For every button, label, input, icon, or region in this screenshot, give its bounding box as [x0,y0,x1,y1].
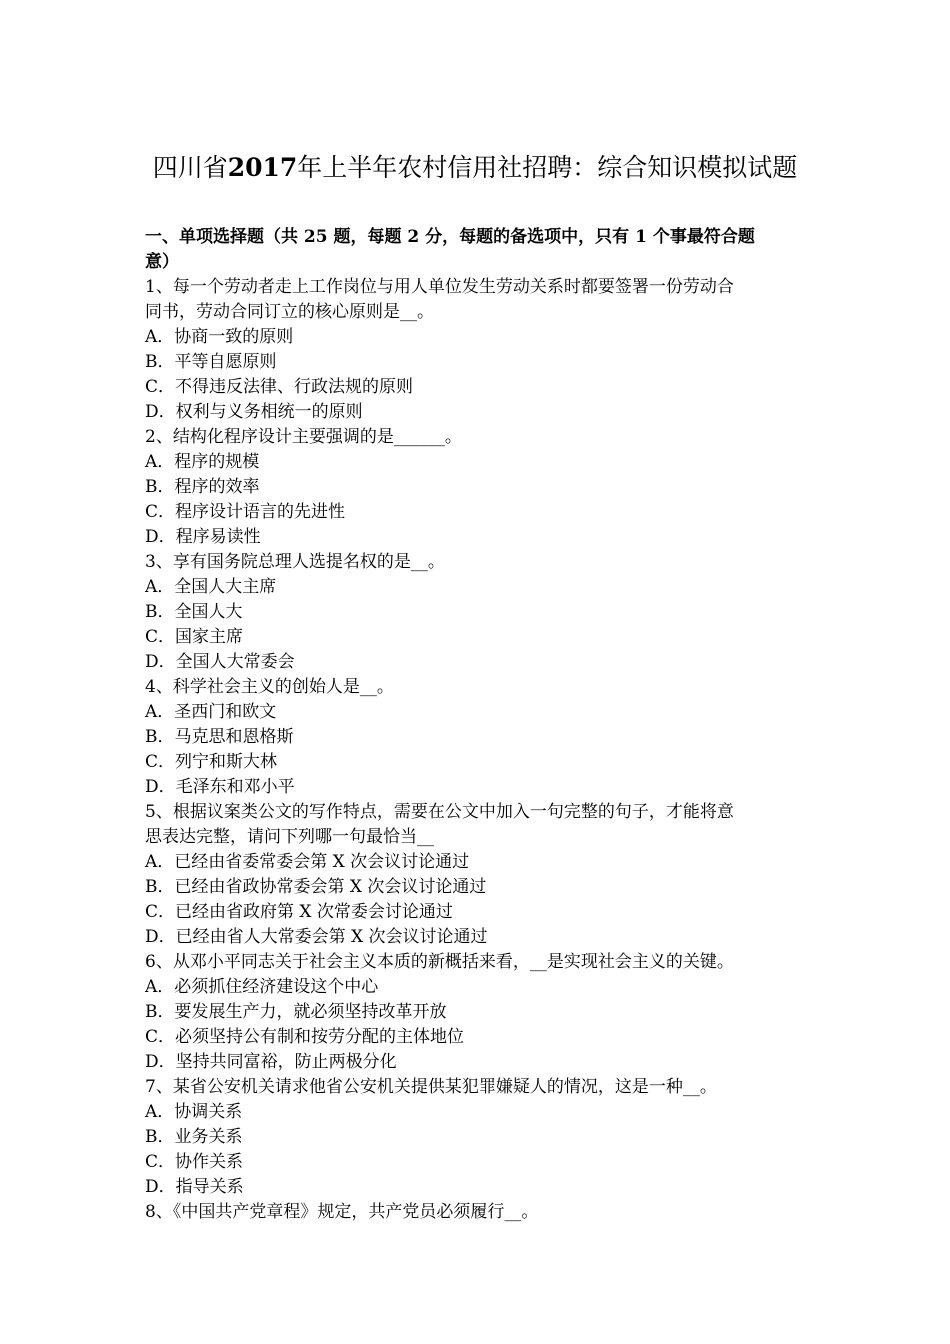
question-text: 1、每一个劳动者走上工作岗位与用人单位发生劳动关系时都要签署一份劳动合 [145,277,734,297]
question-text: 思表达完整，请问下列哪一句最恰当__ [145,827,434,847]
page-title [120,152,830,184]
option-b: B．平等自愿原则 [145,352,277,372]
option-c: C．协作关系 [145,1152,244,1172]
option-c: C．国家主席 [145,627,244,647]
question-3 [145,550,810,675]
title-part2: 年上半年农村信用社招聘：综合知识模拟试题 [297,153,798,182]
section-heading-line: 意） [145,252,179,272]
option-b: B．程序的效率 [145,477,260,497]
question-6 [145,950,810,1075]
option-a: A．协调关系 [145,1102,243,1122]
option-a: A．全国人大主席 [145,577,277,597]
option-c: C．程序设计语言的先进性 [145,502,346,522]
question-text: 4、科学社会主义的创始人是__。 [145,677,394,697]
option-d: D．指导关系 [145,1177,244,1197]
option-c: C．列宁和斯大林 [145,752,278,772]
option-c: C．必须坚持公有制和按劳分配的主体地位 [145,1027,465,1047]
title-part1: 四川省 [152,153,228,182]
document-body [145,225,810,1225]
question-text: 5、根据议案类公文的写作特点，需要在公文中加入一句完整的句子，才能将意 [145,802,734,822]
question-text: 同书，劳动合同订立的核心原则是__。 [145,302,434,322]
option-c: C．已经由省政府第 X 次常委会讨论通过 [145,902,453,922]
option-a: A．圣西门和欧文 [145,702,277,722]
option-b: B．已经由省政协常委会第 X 次会议讨论通过 [145,877,487,897]
option-b: B．要发展生产力，就必须坚持改革开放 [145,1002,447,1022]
option-b: B．马克思和恩格斯 [145,727,294,747]
option-a: A．协商一致的原则 [145,327,294,347]
title-year: 2017 [227,153,298,182]
question-2 [145,425,810,550]
option-a: A．已经由省委常委会第 X 次会议讨论通过 [145,852,470,872]
option-d: D．权利与义务相统一的原则 [145,402,363,422]
question-text: 7、某省公安机关请求他省公安机关提供某犯罪嫌疑人的情况，这是一种__。 [145,1077,717,1097]
question-8 [145,1200,810,1225]
option-d: D．毛泽东和邓小平 [145,777,295,797]
question-4 [145,675,810,800]
question-text: 8、《中国共产党章程》规定，共产党员必须履行__。 [145,1202,539,1222]
question-1 [145,275,810,425]
section-heading [145,225,810,275]
option-c: C．不得违反法律、行政法规的原则 [145,377,414,397]
question-text: 2、结构化程序设计主要强调的是______。 [145,427,462,447]
option-d: D．程序易读性 [145,527,261,547]
section-heading-line: 一、单项选择题（共 25 题，每题 2 分，每题的备选项中，只有 1 个事最符合题 [145,227,755,247]
option-a: A．程序的规模 [145,452,260,472]
question-text: 3、享有国务院总理人选提名权的是__。 [145,552,445,572]
option-b: B．业务关系 [145,1127,243,1147]
option-b: B．全国人大 [145,602,243,622]
option-d: D．全国人大常委会 [145,652,295,672]
question-5 [145,800,810,950]
option-a: A．必须抓住经济建设这个中心 [145,977,379,997]
question-text: 6、从邓小平同志关于社会主义本质的新概括来看，__是实现社会主义的关键。 [145,952,734,972]
option-d: D．已经由省人大常委会第 X 次会议讨论通过 [145,927,488,947]
question-7 [145,1075,810,1200]
option-d: D．坚持共同富裕，防止两极分化 [145,1052,397,1072]
